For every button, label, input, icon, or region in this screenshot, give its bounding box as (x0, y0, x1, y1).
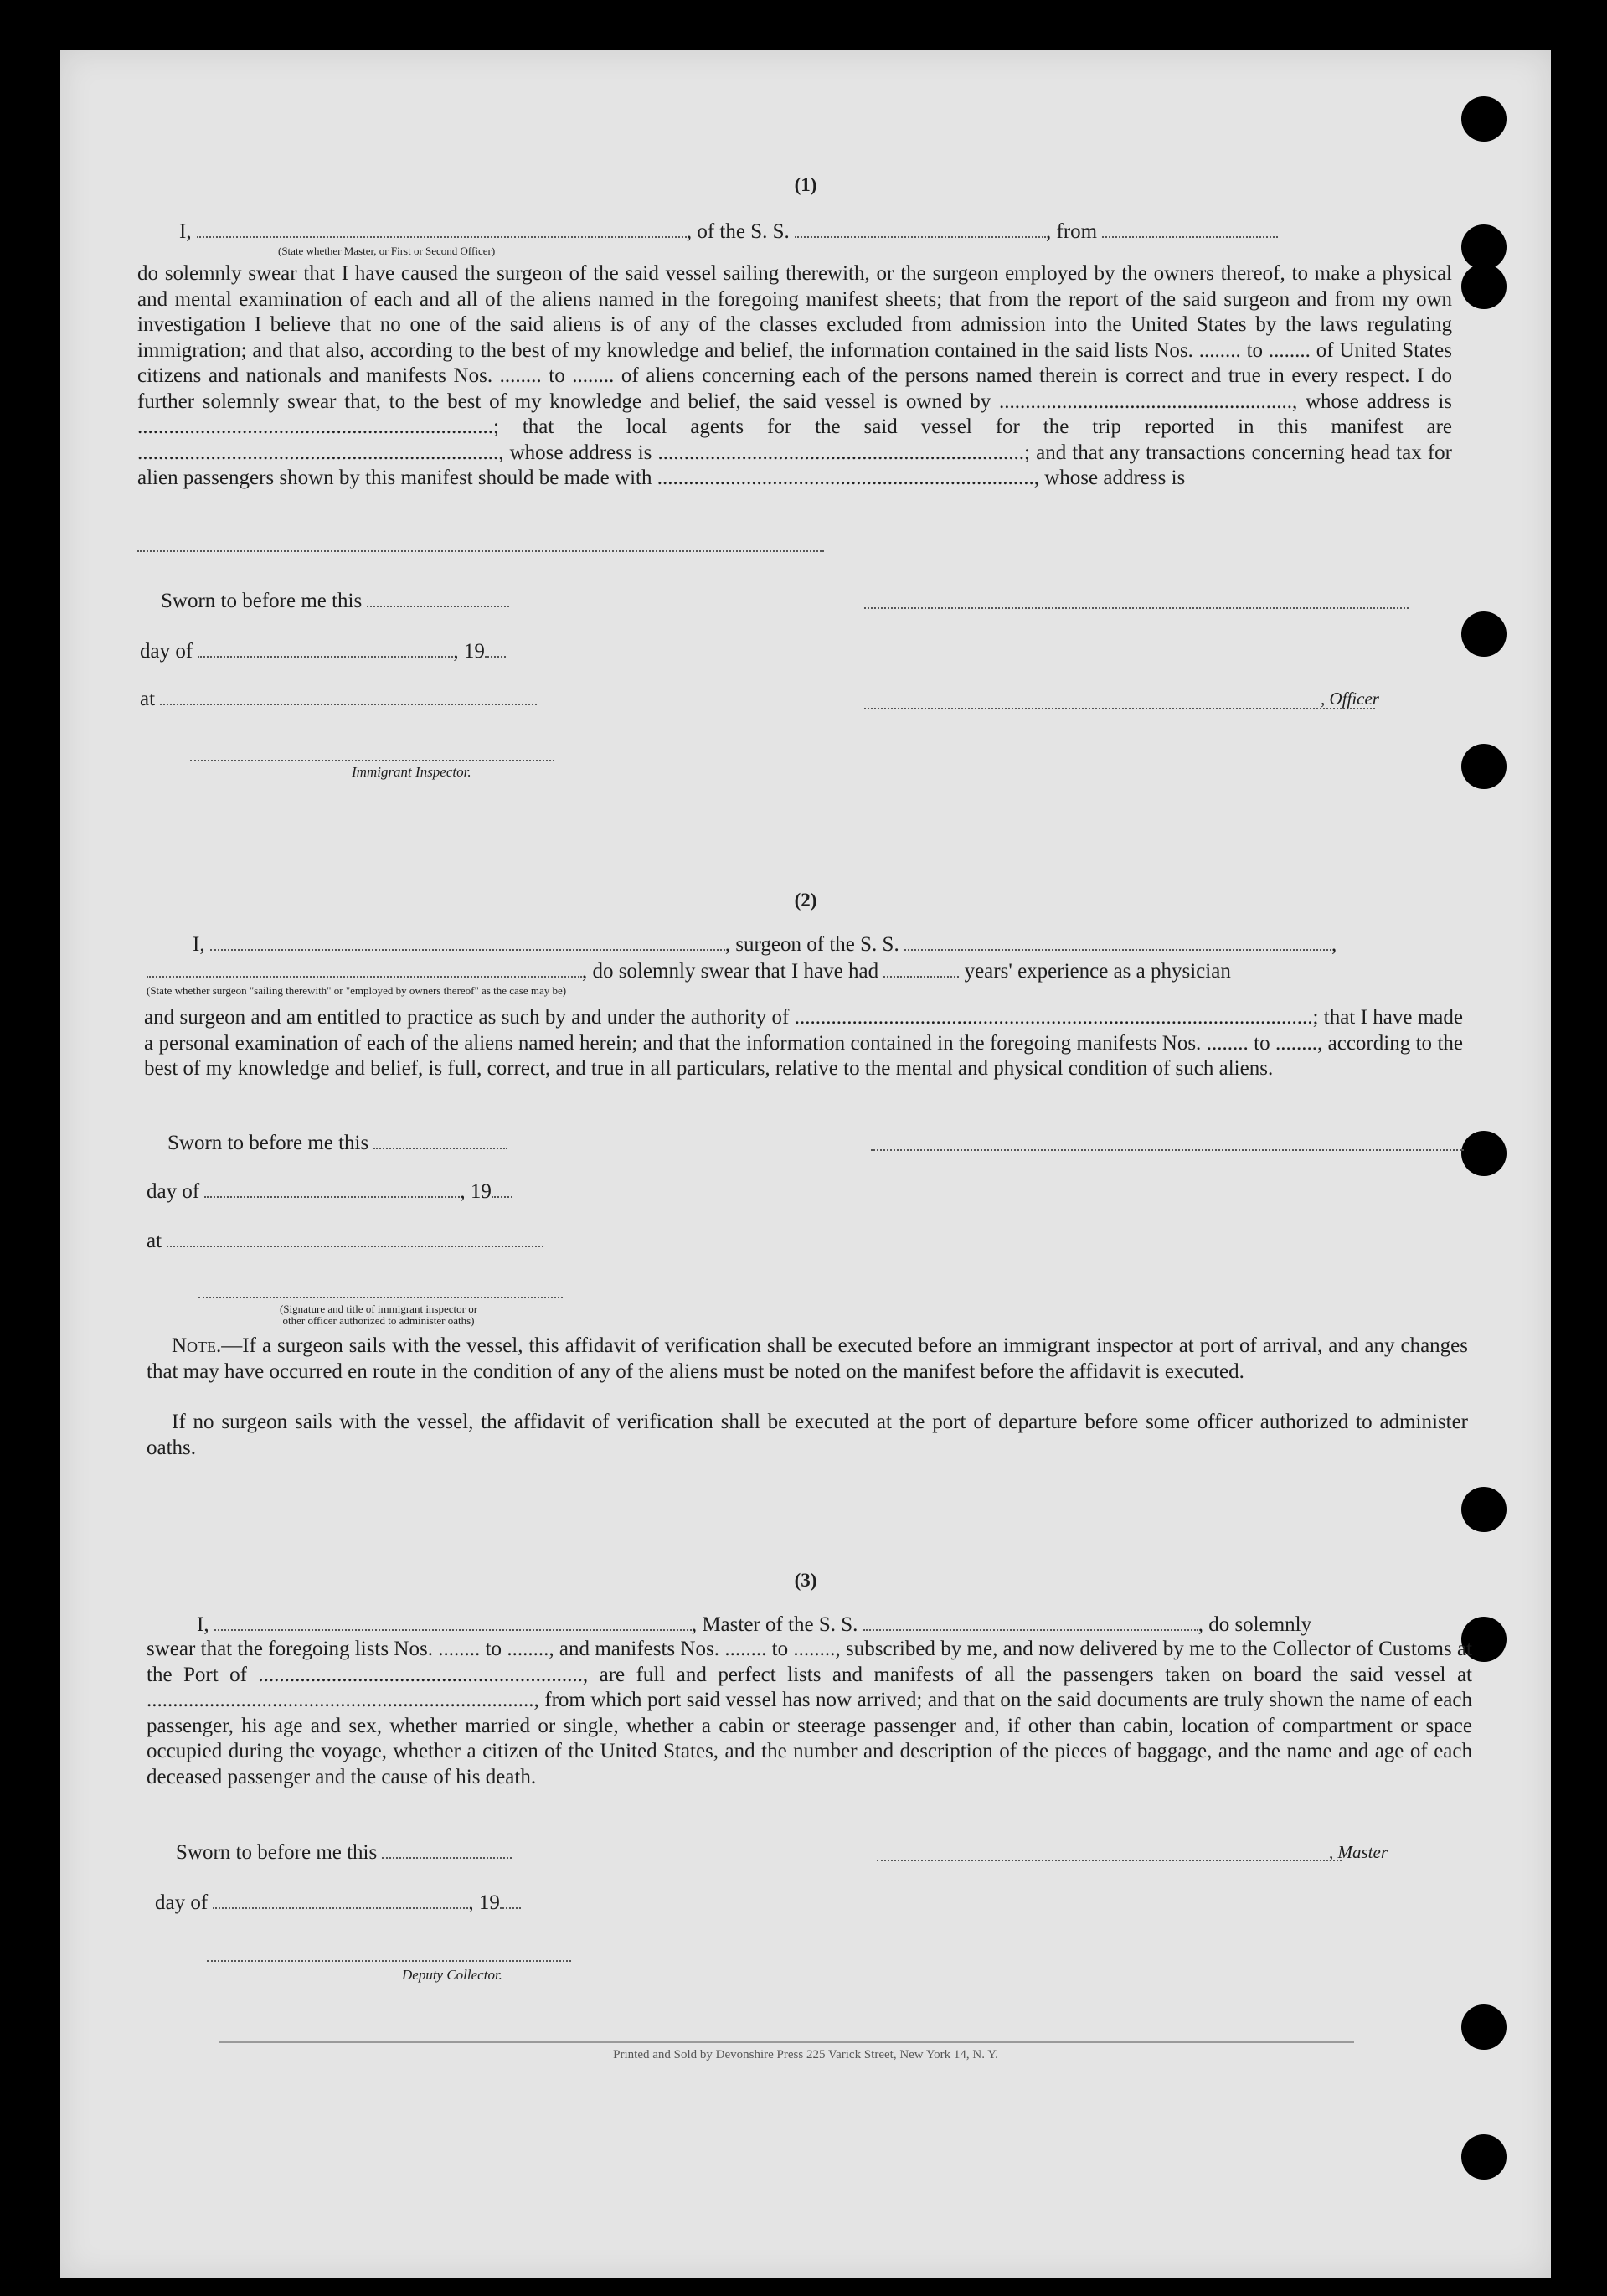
note-text: —If a surgeon sails with the vessel, this affidavit of verification shall be executed before an immigrant inspector at port of arrival, and any changes that may have occurred en route in the condition of any of the aliens must be noted on the manifest before the affidavit is executed. (147, 1334, 1468, 1383)
text: I, (179, 220, 192, 243)
text: Sworn to before me this (167, 1132, 369, 1154)
signature-field[interactable] (864, 607, 1409, 609)
from-port-field[interactable] (1102, 219, 1278, 238)
text: Sworn to before me this (176, 1841, 378, 1864)
note-label: Note. (172, 1334, 222, 1357)
punch-hole (1461, 2134, 1507, 2180)
officer-name-field[interactable] (197, 219, 687, 238)
master-signature-field[interactable] (877, 1860, 1342, 1861)
inspector-signature-field[interactable] (190, 760, 554, 761)
text: , of the S. S. (686, 220, 790, 243)
punch-hole (1461, 744, 1507, 789)
section-3-body: swear that the foregoing lists Nos. ........ to ........, and manifests Nos. ........ to ........, subscribed by me, and now delivered by me to the Collector of Customs at the Port of .............................................................., are full and perfect lists and manifests of all the passengers taken on board the said vessel at .........................................................................., from which port said vessel has now arrived; and that on the said documents are truly shown the name of each passenger, his age and sex, whether married or single, whether a cabin or steerage passenger and, if other than cabin, location of compartment or space occupied during the voyage, whether a citizen of the United States, and the number and description of the pieces of baggage, and the name and age of each deceased passenger and the cause of his death. (147, 1638, 1472, 1788)
text: day of (140, 640, 193, 663)
section-2-body: and surgeon and am entitled to practice as such by and under the authority of ...................................................................................................; that I have made a personal examination of each of the aliens named herein; and that the information contained in the foregoing manifests Nos. ........ to ........, according to the best of my knowledge and belief, is full, correct, and true in all particulars, relative to the mental and physical condition of such aliens. (144, 1006, 1463, 1080)
section-3-first-line (197, 1612, 1311, 1638)
section-2-hint: (State whether surgeon "sailing therewith" or "employed by owners thereof" as the case may be) (147, 984, 567, 997)
footer-rule (219, 2041, 1354, 2043)
text: , surgeon of the S. S. (724, 933, 899, 956)
sworn-date-field[interactable] (382, 1840, 512, 1859)
collector-label: Deputy Collector. (402, 1967, 502, 1983)
text: , 19 (453, 640, 485, 663)
surgeon-type-field[interactable] (147, 959, 582, 978)
text: , do solemnly swear that I have had (582, 960, 879, 983)
section-3-day (155, 1891, 521, 1916)
text: , 19 (460, 1180, 492, 1203)
section-3-number: (3) (794, 1570, 817, 1591)
section-2-first-line (193, 932, 1337, 957)
section-1-at (140, 687, 537, 712)
ship-name-field[interactable] (863, 1612, 1198, 1631)
sig-hint (253, 1303, 504, 1327)
text: I, (193, 933, 205, 956)
text: , 19 (468, 1891, 500, 1914)
text: Sworn to before me this (161, 590, 363, 612)
year-field[interactable] (492, 1179, 512, 1198)
years-field[interactable] (883, 959, 959, 978)
section-1-sworn (161, 589, 509, 614)
text: , (1331, 933, 1337, 956)
collector-signature-field[interactable] (207, 1960, 571, 1962)
text: , Master of the S. S. (691, 1613, 858, 1636)
section-2-number: (2) (794, 890, 817, 911)
master-name-field[interactable] (214, 1612, 692, 1631)
text: , do solemnly (1198, 1613, 1312, 1636)
day-field[interactable] (204, 1179, 460, 1198)
punch-hole (1461, 611, 1507, 657)
punch-hole (1461, 264, 1507, 309)
place-field[interactable] (160, 687, 537, 705)
text: , from (1046, 220, 1098, 243)
address-continuation-field[interactable] (137, 550, 824, 552)
text: at (147, 1230, 162, 1252)
text: day of (147, 1180, 200, 1203)
section-1-hint: (State whether Master, or First or Second Officer) (278, 245, 496, 257)
sworn-date-field[interactable] (373, 1131, 507, 1149)
text: at (140, 688, 156, 710)
section-2-day (147, 1179, 512, 1205)
section-1-day (140, 639, 506, 664)
punch-hole (1461, 1131, 1507, 1176)
punch-hole (1461, 2004, 1507, 2050)
sworn-date-field[interactable] (367, 589, 509, 607)
officer-signature-field[interactable] (864, 708, 1375, 709)
day-field[interactable] (198, 639, 453, 658)
ship-name-field[interactable] (795, 219, 1046, 238)
section-2-sworn (167, 1131, 507, 1156)
section-1-body: do solemnly swear that I have caused the surgeon of the said vessel sailing therewith, or the surgeon employed by the owners thereof, to make a physical and mental examination of each and all of the aliens named in the foregoing manifest sheets; that from the report of the said surgeon and from my own investigation I believe that no one of the said aliens is of any of the classes excluded from admission into the United States by the laws regulating immigration; and that also, according to the best of my knowledge and belief, the information contained in the said lists Nos. ........ to ........ of United States citizens and nationals and manifests Nos. ........ to ........ of aliens concerning each of the persons named therein is correct and true in every respect. I do further solemnly swear that, to the best of my knowledge and belief, the said vessel is owned by ........................................................, whose address is ....................................................................; that the local agents for the said vessel for the trip reported in this manifest are ....................................................................., whose address is ......................................................................; and that any transactions concerning head tax for alien passengers shown by this manifest should be made with ........................................................................, whose address is (137, 262, 1452, 489)
sig-hint-line-2: other officer authorized to administer oaths) (282, 1314, 475, 1327)
punch-hole (1461, 96, 1507, 142)
inspector-signature-field[interactable] (198, 1297, 563, 1298)
note-paragraph-2: If no surgeon sails with the vessel, the affidavit of verification shall be executed at the port of departure before some officer authorized to administer oaths. (147, 1411, 1468, 1459)
text: I, (197, 1613, 209, 1636)
surgeon-name-field[interactable] (210, 932, 725, 951)
printer-footer: Printed and Sold by Devonshire Press 225 Varick Street, New York 14, N. Y. (613, 2048, 998, 2061)
punch-hole (1461, 224, 1507, 270)
signature-field[interactable] (871, 1149, 1464, 1151)
place-field[interactable] (167, 1229, 543, 1247)
year-field[interactable] (500, 1891, 521, 1909)
form-page (60, 50, 1551, 2278)
note-paragraph (147, 1334, 1468, 1385)
inspector-label: Immigrant Inspector. (352, 764, 471, 780)
text: years' experience as a physician (964, 960, 1231, 983)
section-2-at (147, 1229, 543, 1254)
text: day of (155, 1891, 209, 1914)
section-3-sworn (176, 1840, 512, 1865)
ship-name-field[interactable] (904, 932, 1331, 951)
sig-hint-line-1: (Signature and title of immigrant inspector or (279, 1303, 478, 1315)
section-1-number: (1) (794, 174, 817, 195)
section-1-first-line (179, 219, 1278, 245)
master-label: , Master (1329, 1842, 1388, 1862)
section-2-second-line (147, 959, 1231, 984)
day-field[interactable] (213, 1891, 468, 1909)
punch-hole (1461, 1487, 1507, 1532)
year-field[interactable] (485, 639, 506, 658)
officer-label: , Officer (1321, 689, 1379, 709)
